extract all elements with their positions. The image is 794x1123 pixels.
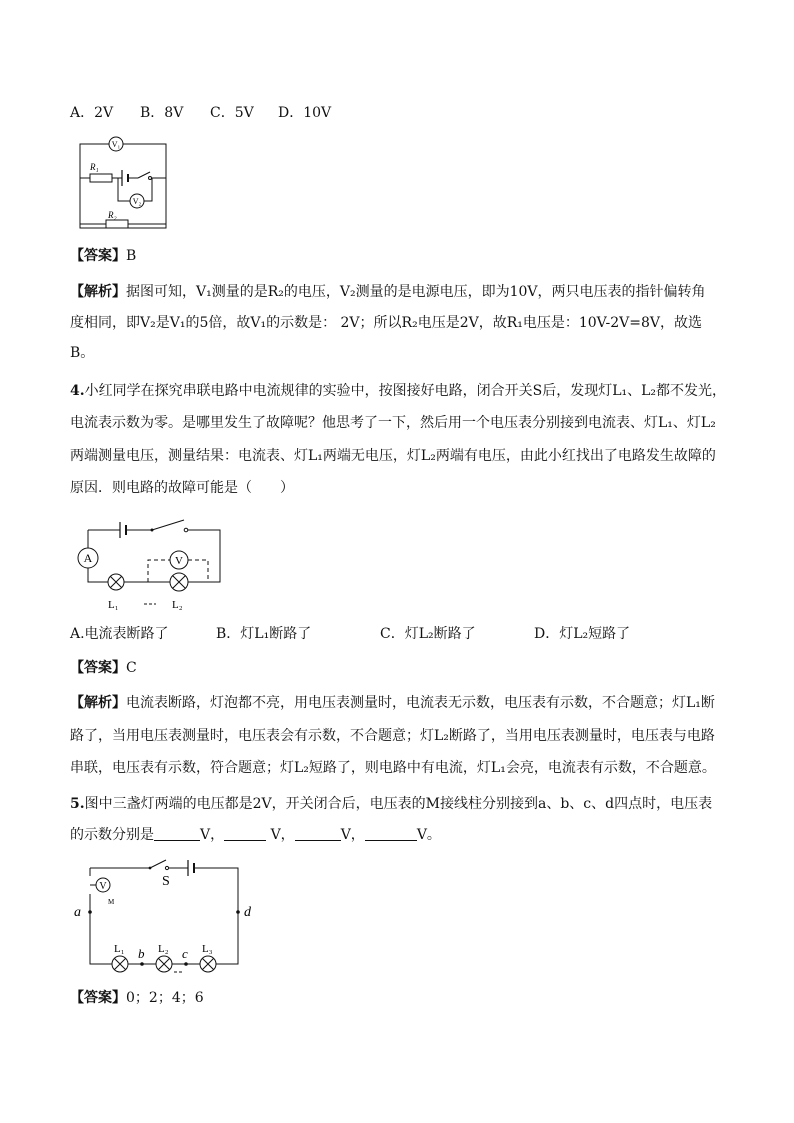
q4-answer: 【答案】C: [70, 660, 137, 676]
q3-analysis-line-1: 【解析】据图可知，V₁测量的是R₂的电压，V₂测量的是电源电压，即为10V，两只电压表的指针偏转角: [70, 284, 706, 300]
svg-text:L₁: L₁: [114, 943, 125, 955]
q4-lamp-l2: [170, 573, 188, 591]
svg-text:V₁: V₁: [111, 140, 121, 149]
q4-stem-line-2: 电流表示数为零。是哪里发生了故障呢？他思考了一下，然后用一个电压表分别接到电流表、灯L₁、灯L₂: [70, 415, 716, 431]
q4-stem-line-1: 4.小红同学在探究串联电路中电流规律的实验中，按图接好电路，闭合开关S后，发现灯L₁、L₂都不发光，: [70, 383, 727, 399]
svg-text:M: M: [108, 898, 115, 906]
q3-resistor-r1: [90, 174, 112, 182]
svg-text:L₂: L₂: [172, 599, 183, 611]
svg-text:d: d: [244, 905, 251, 920]
svg-text:A: A: [83, 551, 93, 565]
q3-option-c: C．5V: [210, 105, 254, 121]
svg-text:V: V: [175, 555, 183, 567]
q4-analysis-line-3: 串联，电压表有示数，符合题意；灯L₂短路了，则电路中有电流，灯L₁会亮，电流表有示数，不合题意。: [70, 760, 716, 776]
q3-analysis-line-2: 度相同，即V₂是V₁的5倍，故V₁的示数是： 2V；所以R₂电压是2V，故R₁电压是：10V-2V=8V，故选: [70, 315, 703, 331]
q5-lamp-l2: [156, 956, 172, 972]
q4-option-d: D．灯L₂短路了: [534, 626, 631, 642]
svg-text:L₃: L₃: [202, 943, 213, 955]
svg-text:b: b: [138, 946, 145, 961]
q5-lamp-l3: [200, 956, 216, 972]
svg-text:V: V: [99, 881, 107, 892]
svg-text:a: a: [74, 905, 81, 920]
svg-text:R₂: R₂: [108, 210, 117, 220]
q4-circuit-diagram: [72, 510, 232, 614]
q5-blank-3[interactable]: [295, 826, 341, 841]
q5-answer: 【答案】0；2；4；6: [70, 990, 204, 1006]
svg-text:c: c: [182, 946, 188, 961]
q3-answer: 【答案】B: [70, 248, 137, 264]
q3-option-b: B．8V: [140, 105, 184, 121]
q3-circuit-diagram: [76, 132, 172, 232]
q3-resistor-r2: [106, 220, 128, 228]
svg-text:V₂: V₂: [132, 197, 142, 206]
q3-option-d: D．10V: [278, 105, 332, 121]
q3-analysis-line-3: B。: [70, 345, 95, 361]
svg-text:S: S: [162, 874, 170, 889]
svg-text:R₁: R₁: [90, 162, 99, 172]
q3-option-a: A．2V: [70, 105, 114, 121]
q5-stem-line-2: 的示数分别是 V， V， V， V。: [70, 827, 441, 843]
q5-stem-line-1: 5.图中三盏灯两端的电压都是2V，开关闭合后，电压表的M接线柱分别接到a、b、c、d四点时，电压表: [70, 796, 713, 812]
q5-lamp-l1: [112, 956, 128, 972]
q4-analysis-line-1: 【解析】电流表断路，灯泡都不亮，用电压表测量时，电流表无示数，电压表有示数，不合题意；灯L₁断: [70, 695, 715, 711]
q5-blank-2[interactable]: [224, 826, 266, 841]
svg-text:L₁: L₁: [108, 599, 119, 611]
q4-stem-line-3: 两端测量电压，测量结果：电流表、灯L₁两端无电压，灯L₂两端有电压，由此小红找出了电路发生故障的: [70, 448, 716, 464]
q5-blank-1[interactable]: [154, 826, 200, 841]
q4-option-a: A.电流表断路了: [70, 626, 169, 642]
q5-blank-4[interactable]: [365, 826, 417, 841]
q4-stem-line-4: 原因．则电路的故障可能是（ ）: [70, 480, 294, 496]
q4-lamp-l1: [108, 574, 124, 590]
q4-option-c: C．灯L₂断路了: [380, 626, 476, 642]
q5-circuit-diagram: [70, 852, 260, 976]
q4-analysis-line-2: 路了，当用电压表测量时，电压表会有示数，不合题意；灯L₂断路了，当用电压表测量时，电压表与电路: [70, 728, 715, 744]
q4-option-b: B．灯L₁断路了: [216, 626, 312, 642]
svg-text:L₂: L₂: [158, 943, 169, 955]
